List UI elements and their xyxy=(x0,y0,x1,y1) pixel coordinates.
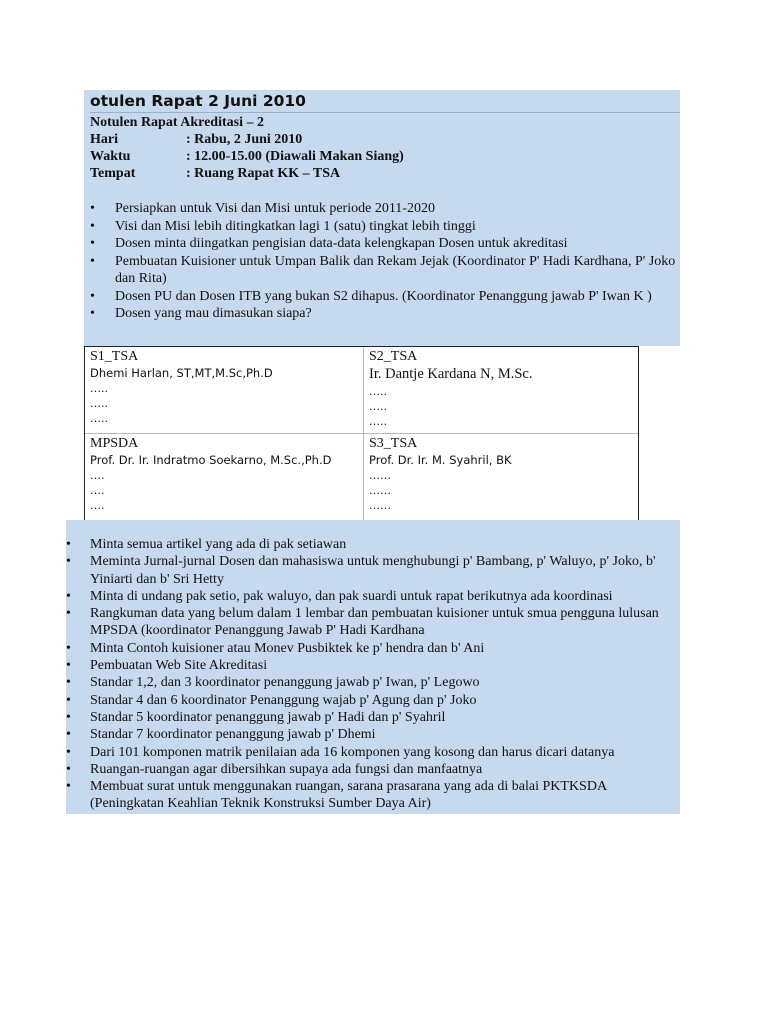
bullet-icon: • xyxy=(66,692,71,708)
bullet-icon: • xyxy=(90,288,95,304)
bullet-icon: • xyxy=(66,554,71,570)
table-cell-s3-tsa xyxy=(364,434,638,520)
list-item xyxy=(66,744,678,761)
list-item xyxy=(90,235,678,253)
meeting-info xyxy=(90,114,404,182)
list-item-text: Standar 4 dan 6 koordinator Penanggung wajab p' Agung dan p' Joko xyxy=(90,692,477,708)
lecturer-table xyxy=(84,346,639,521)
list-item xyxy=(90,288,678,306)
bullet-icon: • xyxy=(66,537,71,552)
top-bullet-list xyxy=(90,200,678,323)
meta-value: : Ruang Rapat KK – TSA xyxy=(186,166,341,181)
list-item-text: Ruangan-ruangan agar dibersihkan supaya ada fungsi dan manfaatnya xyxy=(90,761,483,777)
bullet-icon: • xyxy=(66,640,71,656)
bullet-icon: • xyxy=(90,306,95,321)
list-item-text: Rangkuman data yang belum dalam 1 lembar dan pembuatan kuisioner untuk smua pengguna lulusan MPSDA (koordinator Penanggung Jawab P' Hadi Kardhana xyxy=(90,606,659,639)
cell-placeholder: …… xyxy=(369,484,391,497)
meta-row-tempat xyxy=(90,165,404,182)
cell-header: S3_TSA xyxy=(369,436,418,451)
bullet-icon: • xyxy=(66,588,71,604)
bullet-icon: • xyxy=(66,606,71,622)
list-item xyxy=(66,709,678,726)
meta-row-waktu xyxy=(90,148,404,165)
list-item-text: Pembuatan Kuisioner untuk Umpan Balik dan Rekam Jejak (Koordinator P' Hadi Kardhana, P' Joko dan Rita) xyxy=(115,253,676,286)
list-item-text: Standar 1,2, dan 3 koordinator penanggung jawab p' Iwan, p' Legowo xyxy=(90,675,480,691)
list-item-text: Dari 101 komponen matrik penilaian ada 16 komponen yang kosong dan harus dicari datanya xyxy=(90,744,615,760)
list-item xyxy=(66,657,678,674)
table-cell-s1-tsa xyxy=(85,347,364,434)
cell-placeholder: ….. xyxy=(90,412,108,425)
list-item-text: Minta di undang pak setio, pak waluyo, dan pak suardi untuk rapat berikutnya ada koordinasi xyxy=(90,588,613,604)
bottom-bullet-list xyxy=(66,536,678,813)
list-item xyxy=(66,553,678,588)
bullet-icon: • xyxy=(90,218,95,234)
cell-placeholder: ….. xyxy=(369,415,387,428)
list-item-text: Visi dan Misi lebih ditingkatkan lagi 1 (satu) tingkat lebih tinggi xyxy=(115,218,476,234)
list-item-text: Standar 5 koordinator penanggung jawab p' Hadi dan p' Syahril xyxy=(90,709,446,725)
list-item xyxy=(66,778,678,813)
bullet-icon: • xyxy=(66,727,71,743)
meta-row-hari xyxy=(90,131,404,148)
list-item-text: Dosen minta diingatkan pengisian data-data kelengkapan Dosen untuk akreditasi xyxy=(115,236,568,251)
cell-placeholder: …… xyxy=(369,499,391,512)
list-item xyxy=(90,253,678,288)
bullet-icon: • xyxy=(66,709,71,725)
bullet-icon: • xyxy=(66,761,71,777)
list-item-text: Dosen PU dan Dosen ITB yang bukan S2 dihapus. (Koordinator Penanggung jawab P' Iwan K ) xyxy=(115,288,652,304)
list-item-text: Standar 7 koordinator penanggung jawab p' Dhemi xyxy=(90,727,376,743)
cell-placeholder: …. xyxy=(90,484,105,497)
list-item xyxy=(66,605,678,640)
cell-header: MPSDA xyxy=(90,436,139,451)
list-item xyxy=(90,200,678,218)
meta-label: Hari xyxy=(90,132,118,147)
list-item xyxy=(66,692,678,709)
list-item xyxy=(66,536,678,553)
list-item-text: Meminta Jurnal-jurnal Dosen dan mahasiswa untuk menghubungi p' Bambang, p' Waluyo, p' Joko, b' Yiniarti dan b' Sri Hetty xyxy=(90,554,656,587)
cell-placeholder: ….. xyxy=(90,382,108,395)
list-item xyxy=(66,588,678,605)
list-item xyxy=(66,674,678,691)
bullet-icon: • xyxy=(66,658,71,674)
cell-name: Prof. Dr. Ir. M. Syahril, BK xyxy=(369,453,512,467)
list-item xyxy=(66,761,678,778)
cell-name: Dhemi Harlan, ST,MT,M.Sc,Ph.D xyxy=(90,366,273,380)
cell-placeholder: …. xyxy=(90,469,105,482)
bullet-icon: • xyxy=(90,236,95,251)
list-item-text: Membuat surat untuk menggunakan ruangan, sarana prasarana yang ada di balai PKTKSDA (Peningkatan Keahlian Teknik Konstruksi Sumber Daya Air) xyxy=(90,779,607,812)
list-item-text: Minta Contoh kuisioner atau Monev Pusbiktek ke p' hendra dan b' Ani xyxy=(90,640,485,656)
meta-value: : 12.00-15.00 (Diawali Makan Siang) xyxy=(186,149,404,164)
cell-placeholder: ….. xyxy=(90,397,108,410)
meta-value: : Rabu, 2 Juni 2010 xyxy=(186,132,303,147)
bullet-icon: • xyxy=(90,201,95,216)
cell-placeholder: …. xyxy=(90,499,105,512)
bullet-icon: • xyxy=(66,779,71,795)
list-item xyxy=(66,726,678,743)
meta-label: Tempat xyxy=(90,166,136,181)
cell-name: Prof. Dr. Ir. Indratmo Soekarno, M.Sc.,Ph.D xyxy=(90,453,332,467)
cell-placeholder: ….. xyxy=(369,400,387,413)
bullet-icon: • xyxy=(66,675,71,691)
meta-label: Waktu xyxy=(90,149,131,164)
cell-placeholder: ….. xyxy=(369,385,387,398)
list-item xyxy=(66,640,678,657)
cell-placeholder: …… xyxy=(369,469,391,482)
table-cell-mpsda xyxy=(85,434,364,520)
table-cell-s2-tsa xyxy=(364,347,638,434)
cell-header: S1_TSA xyxy=(90,349,139,364)
meeting-heading: Notulen Rapat Akreditasi – 2 xyxy=(90,115,264,130)
list-item xyxy=(90,305,678,323)
list-item xyxy=(90,218,678,236)
list-item-text: Minta semua artikel yang ada di pak setiawan xyxy=(90,537,347,552)
cell-header: S2_TSA xyxy=(369,349,418,364)
bullet-icon: • xyxy=(90,253,95,269)
list-item-text: Pembuatan Web Site Akreditasi xyxy=(90,658,268,674)
bullet-icon: • xyxy=(66,744,71,760)
list-item-text: Dosen yang mau dimasukan siapa? xyxy=(115,306,312,321)
list-item-text: Persiapkan untuk Visi dan Misi untuk periode 2011-2020 xyxy=(115,201,435,216)
page-title: otulen Rapat 2 Juni 2010 xyxy=(90,90,680,113)
cell-name: Ir. Dantje Kardana N, M.Sc. xyxy=(369,366,533,382)
